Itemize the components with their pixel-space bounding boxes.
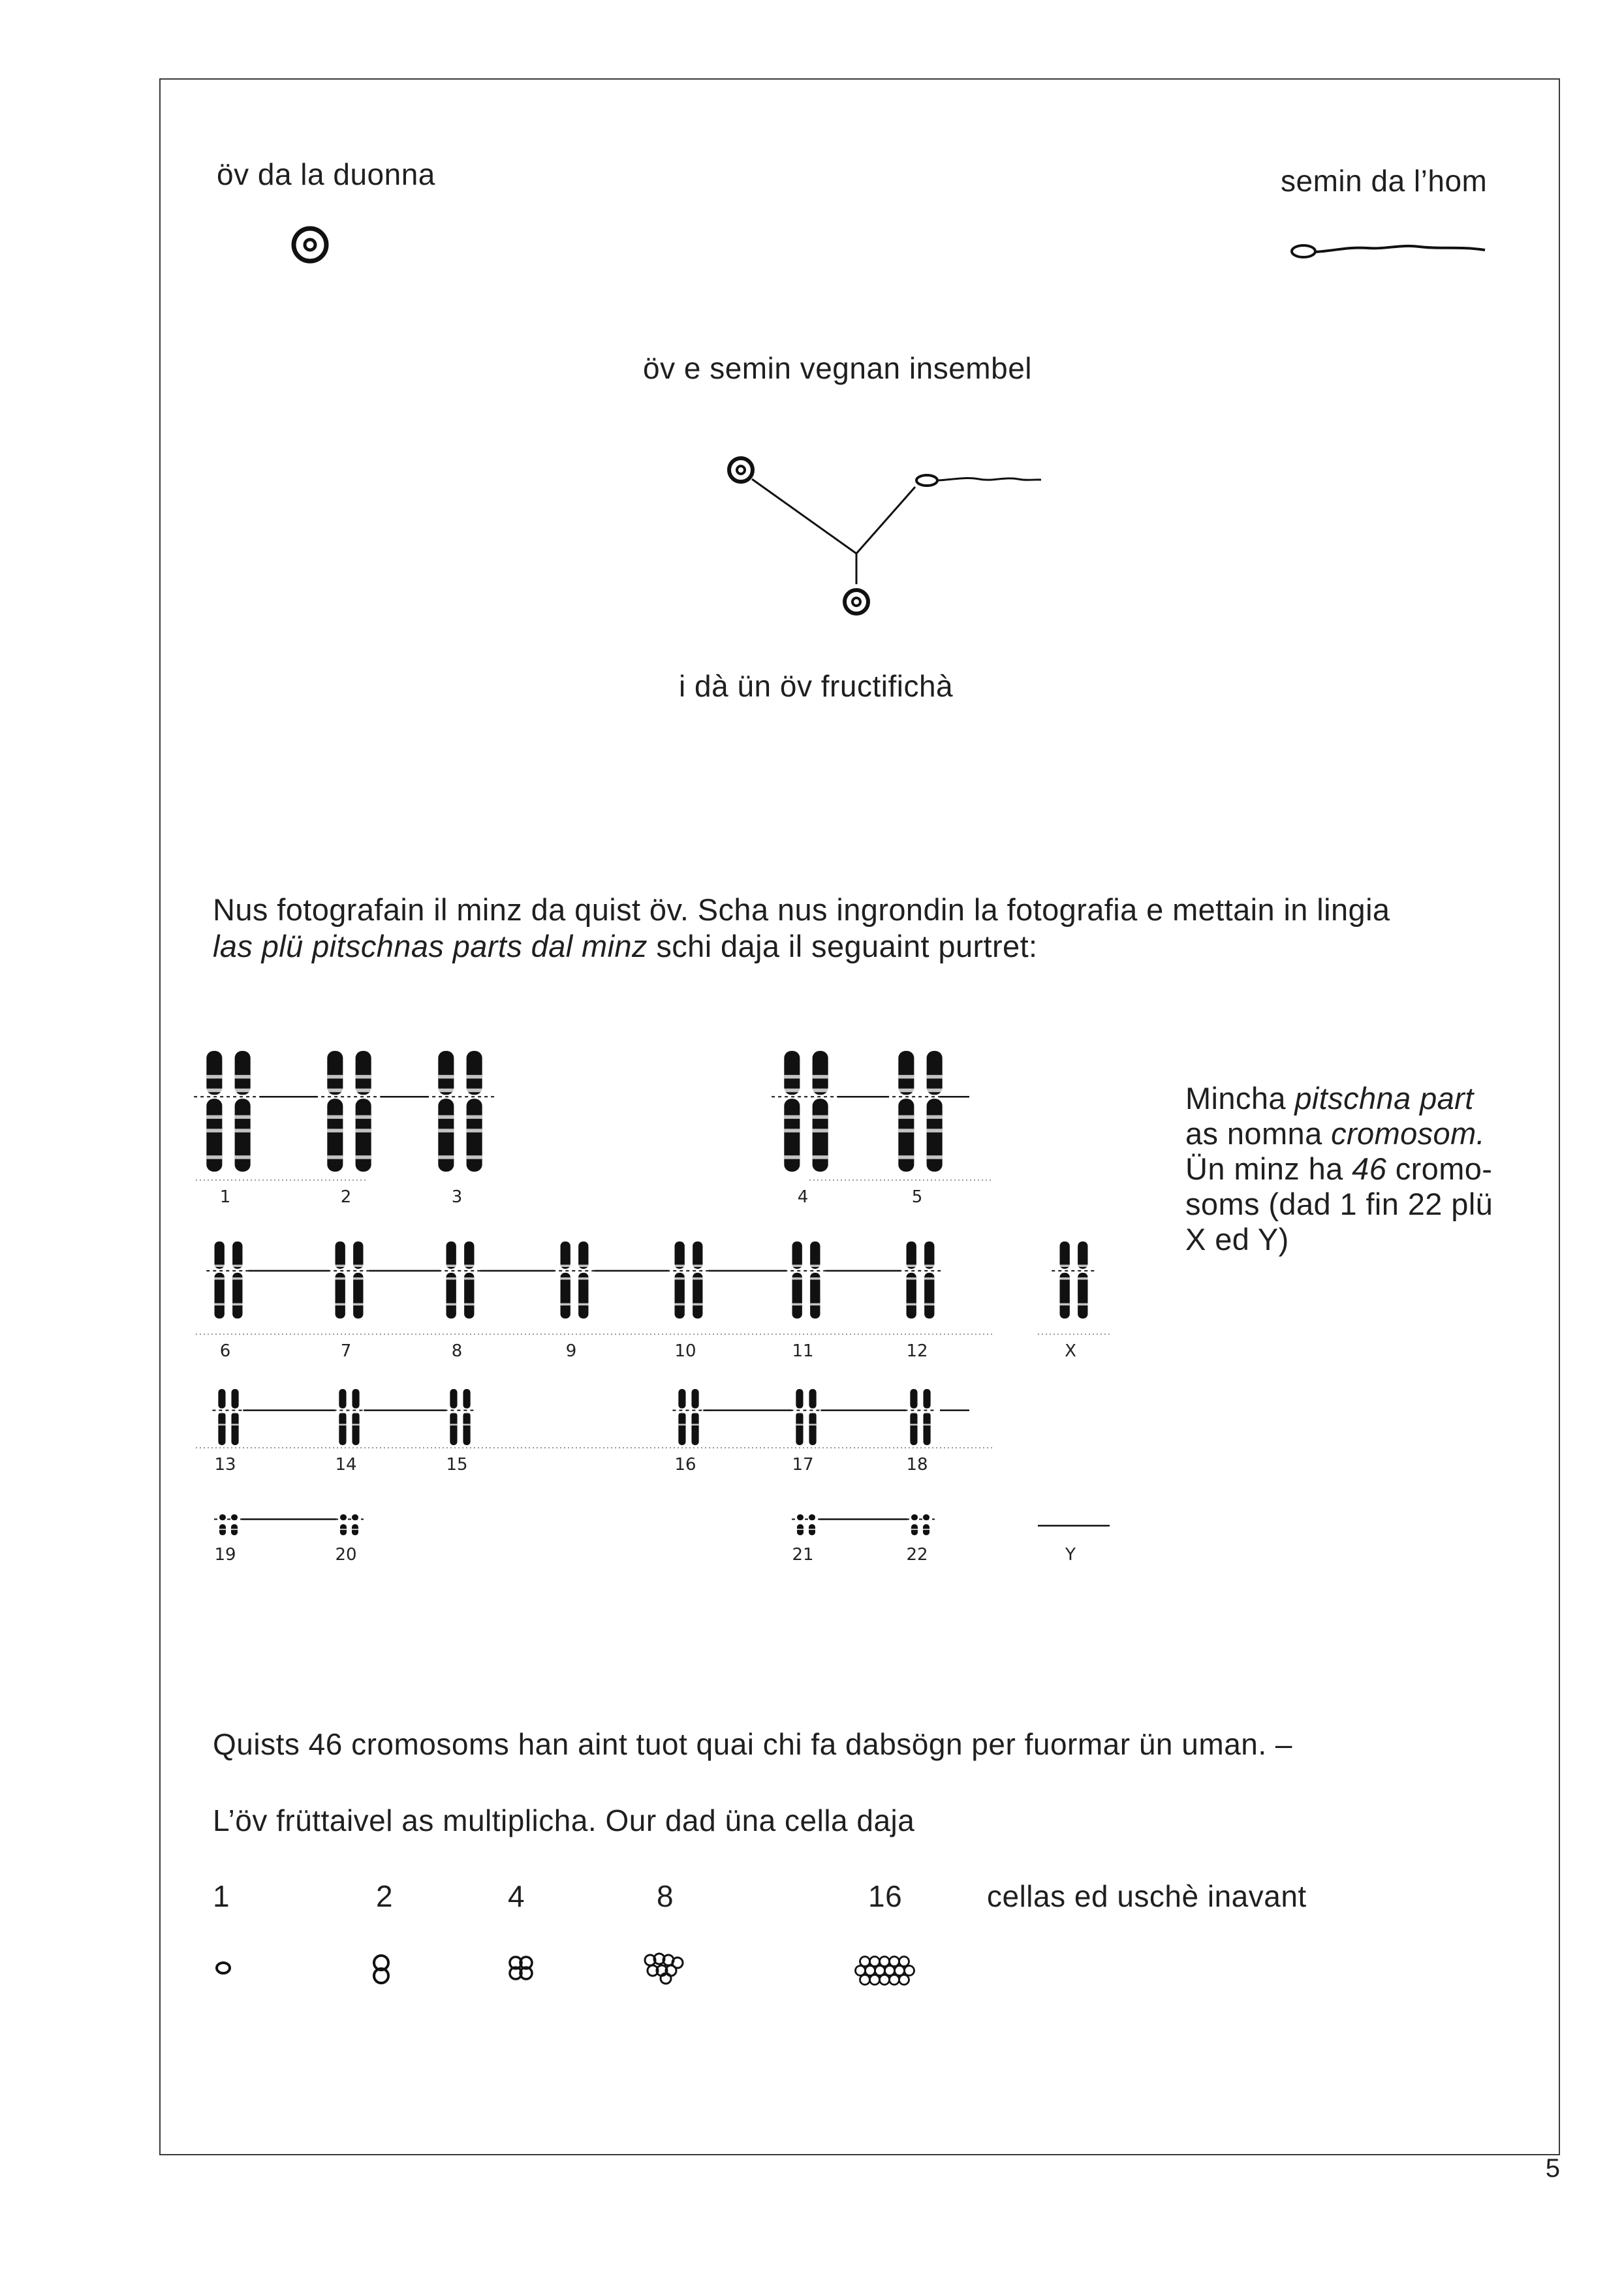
- chromatid: [218, 1413, 225, 1445]
- chromosome-pair-8: [438, 1241, 482, 1319]
- chromosome-band: [215, 1265, 225, 1268]
- page-number: 5: [1545, 2154, 1560, 2183]
- chromosome-band: [336, 1265, 345, 1268]
- chromosome-band: [467, 1155, 482, 1159]
- chromatid: [438, 1099, 454, 1172]
- intro-paragraph: [213, 892, 1525, 965]
- chromosome-band: [327, 1089, 343, 1093]
- chromosome-band: [923, 1424, 930, 1426]
- chromosome-label: 4: [797, 1187, 809, 1207]
- chromatid: [463, 1413, 470, 1445]
- chromosome-band: [796, 1412, 803, 1414]
- chromosome-band: [691, 1412, 698, 1414]
- chromatid: [206, 1051, 222, 1095]
- chromosome-band: [678, 1412, 685, 1414]
- chromatid: [450, 1413, 457, 1445]
- chromosome-band: [464, 1304, 474, 1306]
- chromosome-band: [235, 1075, 251, 1079]
- chromatid: [327, 1099, 343, 1172]
- chromosome-pair-20: [335, 1514, 364, 1535]
- chromosome-label: 11: [792, 1341, 814, 1361]
- chromosome-pair-7: [327, 1241, 371, 1319]
- fertilized-egg-icon: [845, 590, 868, 614]
- chromosome-band: [1060, 1304, 1070, 1306]
- chromosome-band: [561, 1304, 570, 1306]
- chromosome-band: [327, 1075, 343, 1079]
- chromosome-pair-22: [906, 1514, 935, 1535]
- chromosome-label: 3: [451, 1187, 463, 1207]
- chromosome-pair-19: [214, 1514, 243, 1535]
- chromosome-band: [898, 1155, 914, 1159]
- chromosome-pair-2: [315, 1051, 384, 1172]
- chromosome-band: [232, 1304, 242, 1306]
- chromosome-band: [235, 1155, 251, 1159]
- chromosome-band: [446, 1277, 456, 1280]
- chromosome-band: [438, 1155, 454, 1159]
- chromosome-pair-9: [552, 1241, 596, 1319]
- chromosome-band: [1078, 1265, 1087, 1268]
- chromosome-band: [675, 1304, 685, 1306]
- chromosome-band: [1060, 1277, 1070, 1280]
- cell: [895, 1966, 905, 1976]
- chromosome-band: [675, 1277, 685, 1280]
- chromosome-band: [353, 1304, 363, 1306]
- chromosome-band: [924, 1277, 934, 1280]
- chromosome-band: [353, 1265, 363, 1268]
- chromosome-label: 17: [792, 1455, 814, 1475]
- chromosome-band: [438, 1116, 454, 1119]
- chromosome-band: [467, 1116, 482, 1119]
- chromosome-band: [907, 1304, 916, 1306]
- chromosome-pair-16: [672, 1389, 704, 1445]
- chromatid: [352, 1389, 359, 1409]
- chromosome-band: [215, 1277, 225, 1280]
- sperm-icon: [916, 475, 1041, 486]
- two-cells-icon: [374, 1956, 388, 1983]
- cell: [899, 1975, 909, 1985]
- chromosome-label: 20: [335, 1545, 357, 1565]
- chromatid: [438, 1051, 454, 1095]
- chromosome-band: [792, 1304, 802, 1306]
- chromosome-band: [1060, 1265, 1070, 1268]
- chromosome-band: [784, 1129, 800, 1132]
- chromosome-band: [336, 1304, 345, 1306]
- chromosome-label: 18: [906, 1455, 928, 1475]
- result-label: i dà ün öv fructifichà: [679, 669, 954, 703]
- chromosome-band: [809, 1412, 816, 1414]
- chromosome-band: [232, 1277, 242, 1280]
- chromosome-band: [784, 1155, 800, 1159]
- chromosome-pair-6: [206, 1241, 250, 1319]
- chromosome-band: [792, 1265, 802, 1268]
- chromosome-band: [232, 1265, 242, 1268]
- chromatid: [809, 1389, 816, 1409]
- sidenote-text: cromo-: [1386, 1151, 1493, 1186]
- chromosome-band: [813, 1075, 828, 1079]
- cell: [875, 1966, 885, 1976]
- chromosome-label: 5: [911, 1187, 923, 1207]
- chromosome-band: [467, 1129, 482, 1132]
- chromosome-band: [463, 1412, 470, 1414]
- sidenote-text: as nomna: [1185, 1116, 1332, 1151]
- chromatid: [910, 1389, 917, 1409]
- chromosome-pair-17: [790, 1389, 822, 1445]
- cell-count-16: 16: [868, 1879, 903, 1913]
- chromosome-band: [215, 1304, 225, 1306]
- chromosome-band: [810, 1304, 820, 1306]
- sidenote-text: Mincha: [1185, 1081, 1295, 1116]
- chromosome-band: [898, 1129, 914, 1132]
- chromosome-band: [813, 1129, 828, 1132]
- chromatid: [231, 1389, 238, 1409]
- sidenote-text: Ün minz ha: [1185, 1151, 1352, 1186]
- chromatid: [813, 1051, 828, 1095]
- egg-label: öv da la duonna: [217, 157, 435, 191]
- chromatid: [235, 1099, 251, 1172]
- chromosome-band: [356, 1129, 371, 1132]
- sperm-icon: [1289, 228, 1505, 268]
- chromatid: [691, 1413, 698, 1445]
- chromosome-label: 9: [565, 1341, 577, 1361]
- chromosome-band: [327, 1155, 343, 1159]
- cell-count-tail: cellas ed uschè inavant: [987, 1879, 1307, 1913]
- chromosome-band: [438, 1089, 454, 1093]
- cell: [890, 1975, 899, 1985]
- chromatid: [923, 1389, 930, 1409]
- intro-text-2: schi daja il seguaint purtret:: [647, 929, 1038, 963]
- chromosome-pair-18: [904, 1389, 936, 1445]
- chromosome-band: [792, 1277, 802, 1280]
- chromatid: [339, 1413, 346, 1445]
- chromosome-band: [796, 1424, 803, 1426]
- chromosome-band: [356, 1116, 371, 1119]
- chromatid: [784, 1099, 800, 1172]
- cell: [870, 1957, 880, 1967]
- chromatid: [678, 1413, 685, 1445]
- chromosome-pair-5: [886, 1051, 955, 1172]
- chromosome-pair-X: [1052, 1241, 1095, 1319]
- chromosome-band: [1078, 1304, 1087, 1306]
- chromosome-band: [467, 1089, 482, 1093]
- cell: [870, 1975, 880, 1985]
- chromosome-band: [797, 1529, 804, 1530]
- chromosome-band: [467, 1075, 482, 1079]
- chromosome-band: [450, 1424, 457, 1426]
- chromatid: [898, 1099, 914, 1172]
- chromosome-band: [450, 1412, 457, 1414]
- karyotype-figure: [196, 1031, 1129, 1580]
- chromosome-band: [907, 1277, 916, 1280]
- eight-cells-icon: [645, 1954, 683, 1984]
- chromosome-label: 14: [335, 1455, 357, 1475]
- together-label: öv e semin vegnan insembel: [643, 351, 1032, 385]
- sidenote-italic: cromosom.: [1331, 1116, 1486, 1151]
- chromosome-label: 8: [451, 1341, 463, 1361]
- chromosome-band: [339, 1412, 346, 1414]
- chromatid: [339, 1389, 346, 1409]
- sperm-label: semin da l’hom: [1281, 164, 1488, 198]
- chromosome-label: 13: [214, 1455, 236, 1475]
- chromatid: [923, 1413, 930, 1445]
- chromosome-band: [340, 1529, 347, 1530]
- chromosome-band: [813, 1155, 828, 1159]
- chromosome-band: [235, 1129, 251, 1132]
- four-cells-icon: [510, 1957, 532, 1979]
- chromatid: [327, 1051, 343, 1095]
- chromosome-band: [327, 1116, 343, 1119]
- egg-icon: [287, 222, 333, 268]
- chromatid: [206, 1099, 222, 1172]
- intro-text-1: Nus fotografain il minz da quist öv. Scha nus ingrondin la fotografia e mettain in lingia: [213, 892, 1390, 927]
- chromosome-pair-10: [666, 1241, 710, 1319]
- cell: [880, 1957, 890, 1967]
- fertilization-diagram: [711, 450, 1064, 627]
- chromosome-band: [561, 1265, 570, 1268]
- chromosome-band: [356, 1075, 371, 1079]
- chromosome-label: 7: [340, 1341, 352, 1361]
- sidenote-text: X ed Y): [1185, 1222, 1289, 1257]
- chromosome-band: [923, 1529, 929, 1530]
- chromosome-band: [927, 1129, 943, 1132]
- chromosome-band: [911, 1529, 918, 1530]
- chromosome-band: [446, 1304, 456, 1306]
- chromosome-band: [356, 1089, 371, 1093]
- chromosome-band: [336, 1277, 345, 1280]
- chromosome-band: [910, 1424, 917, 1426]
- chromosome-band: [1078, 1277, 1087, 1280]
- chromosome-band: [352, 1412, 359, 1414]
- chromatid: [463, 1389, 470, 1409]
- chromatid: [910, 1413, 917, 1445]
- chromatid: [927, 1099, 943, 1172]
- chromosome-band: [927, 1089, 943, 1093]
- chromosome-band: [218, 1424, 225, 1426]
- cell: [860, 1975, 870, 1985]
- chromosome-band: [438, 1075, 454, 1079]
- chromosome-band: [813, 1116, 828, 1119]
- chromosome-label: 12: [906, 1341, 928, 1361]
- chromosome-band: [675, 1265, 685, 1268]
- chromosome-pair-1: [194, 1051, 263, 1172]
- chromatid: [898, 1051, 914, 1095]
- chromosome-label: 16: [674, 1455, 696, 1475]
- cell: [866, 1966, 875, 1976]
- cell-division-drawings: [209, 1948, 992, 2001]
- cell: [880, 1975, 890, 1985]
- chromosome-band: [907, 1265, 916, 1268]
- chromosome-pair-15: [444, 1389, 476, 1445]
- cell-count-8: 8: [657, 1879, 674, 1913]
- chromosome-label: 1: [219, 1187, 231, 1207]
- chromosome-label: 2: [340, 1187, 352, 1207]
- chromosome-pair-14: [333, 1389, 365, 1445]
- cell: [905, 1966, 914, 1976]
- chromosome-band: [339, 1424, 346, 1426]
- chromosome-band: [231, 1412, 238, 1414]
- cell: [899, 1957, 909, 1967]
- chromosome-band: [464, 1265, 474, 1268]
- chromosome-band: [206, 1075, 222, 1079]
- chromosome-pair-21: [792, 1514, 820, 1535]
- egg-icon: [729, 458, 753, 482]
- chromosome-band: [463, 1424, 470, 1426]
- chromosome-band: [578, 1277, 588, 1280]
- cell: [856, 1966, 866, 1976]
- cell: [890, 1957, 899, 1967]
- chromosome-label: 15: [446, 1455, 468, 1475]
- chromatid: [235, 1051, 251, 1095]
- chromosome-label: X: [1065, 1341, 1076, 1361]
- chromatid: [678, 1389, 685, 1409]
- chromosome-label: Y: [1065, 1545, 1076, 1565]
- chromatid: [784, 1051, 800, 1095]
- chromosome-band: [810, 1265, 820, 1268]
- chromosome-band: [693, 1304, 702, 1306]
- chromosome-band: [206, 1155, 222, 1159]
- chromosome-band: [218, 1412, 225, 1414]
- chromatid: [691, 1389, 698, 1409]
- chromosome-band: [924, 1265, 934, 1268]
- chromatid: [796, 1413, 803, 1445]
- chromatid: [356, 1051, 371, 1095]
- chromatid: [927, 1051, 943, 1095]
- chromatid: [352, 1413, 359, 1445]
- chromatid: [450, 1389, 457, 1409]
- chromosome-band: [353, 1277, 363, 1280]
- chromosome-pair-3: [426, 1051, 495, 1172]
- chromosome-band: [678, 1424, 685, 1426]
- cell: [860, 1957, 870, 1967]
- chromosome-band: [810, 1277, 820, 1280]
- sidenote-italic: 46: [1352, 1151, 1387, 1186]
- chromosome-band: [352, 1424, 359, 1426]
- chromosome-label: 19: [214, 1545, 236, 1565]
- cell-count-2: 2: [376, 1879, 394, 1913]
- chromosome-sidenote: [1185, 1081, 1525, 1257]
- sixteen-cells-icon: [856, 1957, 914, 1985]
- multiplication-paragraph: L’öv früttaivel as multiplicha. Our dad üna cella daja: [213, 1803, 915, 1837]
- chromosome-label: 10: [674, 1341, 696, 1361]
- chromosome-band: [206, 1129, 222, 1132]
- chromosome-pair-12: [898, 1241, 942, 1319]
- chromosome-band: [691, 1424, 698, 1426]
- chromatid: [356, 1099, 371, 1172]
- chromosome-band: [231, 1424, 238, 1426]
- chromosome-pair-13: [212, 1389, 244, 1445]
- chromatid: [809, 1413, 816, 1445]
- sidenote-italic: pitschna part: [1294, 1081, 1474, 1116]
- chromosome-band: [219, 1529, 226, 1530]
- chromosome-band: [235, 1116, 251, 1119]
- chromosome-band: [578, 1304, 588, 1306]
- chromatid: [796, 1389, 803, 1409]
- chromosome-band: [809, 1424, 816, 1426]
- chromosome-band: [784, 1089, 800, 1093]
- chromatid: [467, 1099, 482, 1172]
- chromosome-band: [927, 1116, 943, 1119]
- chromosome-band: [898, 1089, 914, 1093]
- chromosome-paragraph: Quists 46 cromosoms han aint tuot quai chi fa dabsögn per fuormar ün uman. –: [213, 1727, 1292, 1761]
- chromosome-band: [898, 1075, 914, 1079]
- chromosome-band: [813, 1089, 828, 1093]
- chromosome-band: [464, 1277, 474, 1280]
- chromatid: [467, 1051, 482, 1095]
- chromosome-band: [809, 1529, 815, 1530]
- chromosome-band: [910, 1412, 917, 1414]
- chromosome-band: [923, 1412, 930, 1414]
- chromosome-label: 6: [219, 1341, 231, 1361]
- sidenote-text: soms (dad 1 fin 22 plü: [1185, 1187, 1493, 1221]
- chromosome-band: [924, 1304, 934, 1306]
- chromosome-band: [356, 1155, 371, 1159]
- chromosome-band: [231, 1529, 238, 1530]
- chromosome-band: [561, 1277, 570, 1280]
- chromosome-band: [693, 1265, 702, 1268]
- chromosome-pair-11: [784, 1241, 828, 1319]
- chromosome-band: [693, 1277, 702, 1280]
- chromosome-band: [206, 1116, 222, 1119]
- chromosome-band: [578, 1265, 588, 1268]
- chromosome-band: [784, 1116, 800, 1119]
- chromosome-pair-4: [772, 1051, 841, 1172]
- chromosome-band: [438, 1129, 454, 1132]
- cell: [885, 1966, 895, 1976]
- chromosome-band: [927, 1155, 943, 1159]
- chromosome-band: [898, 1116, 914, 1119]
- chromosome-label: 22: [906, 1545, 928, 1565]
- chromosome-band: [235, 1089, 251, 1093]
- chromosome-band: [784, 1075, 800, 1079]
- chromosome-band: [446, 1265, 456, 1268]
- chromosome-band: [927, 1075, 943, 1079]
- chromosome-band: [327, 1129, 343, 1132]
- chromatid: [813, 1099, 828, 1172]
- chromosome-band: [352, 1529, 358, 1530]
- chromatid: [218, 1389, 225, 1409]
- one-cell-icon: [217, 1963, 230, 1973]
- cell-count-1: 1: [213, 1879, 230, 1913]
- cell-count-4: 4: [508, 1879, 525, 1913]
- chromosome-label: 21: [792, 1545, 814, 1565]
- chromatid: [231, 1413, 238, 1445]
- intro-text-italic: las plü pitschnas parts dal minz: [213, 929, 648, 963]
- chromosome-band: [206, 1089, 222, 1093]
